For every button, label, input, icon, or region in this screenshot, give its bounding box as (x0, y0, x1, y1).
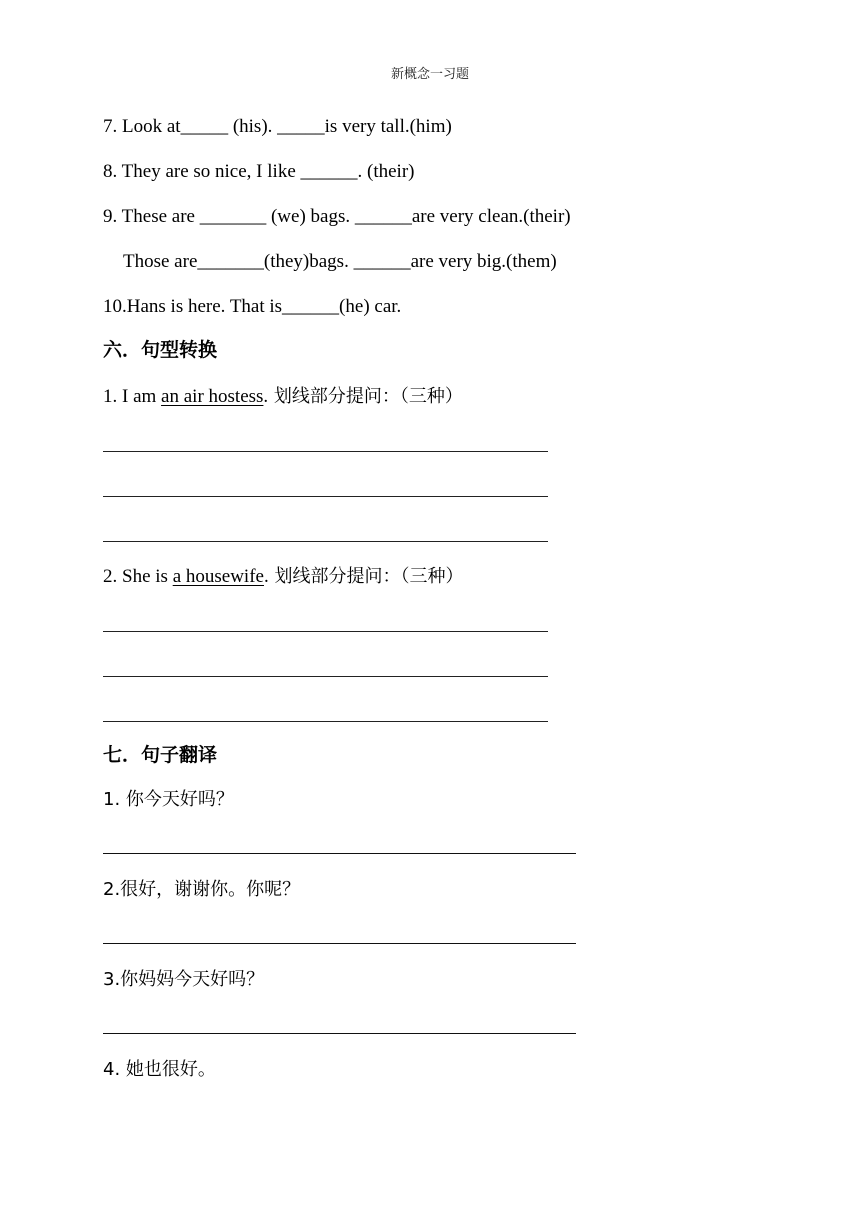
q2-prefix: 2. She is (103, 566, 173, 587)
q1-suffix: . (263, 386, 269, 407)
transform-question-2 (103, 567, 463, 586)
translation-item-2: 2.很好，谢谢你。你呢？ (103, 879, 301, 900)
question-9-line-2: Those are_______(they)bags. ______are very big.(them) (123, 251, 557, 272)
answer-line (103, 676, 548, 677)
question-7: 7. Look at_____ (his). _____is very tall.(him) (103, 116, 452, 137)
answer-line (103, 1033, 576, 1034)
q2-suffix: . (263, 566, 269, 587)
answer-line (103, 943, 576, 944)
page-header: 新概念一习题 (390, 67, 469, 82)
answer-line (103, 853, 576, 854)
translation-item-3: 3.你妈妈今天好吗？ (103, 969, 265, 990)
q1-underlined-phrase: an air hostess (161, 386, 264, 407)
translation-item-4: 4. 她也很好。 (103, 1059, 216, 1080)
answer-line (103, 451, 548, 452)
answer-line (103, 541, 548, 542)
transform-question-1 (103, 387, 463, 406)
question-10: 10.Hans is here. That is______(he) car. (103, 296, 402, 317)
answer-line (103, 721, 548, 722)
question-8: 8. They are so nice, I like ______. (their) (103, 161, 415, 182)
question-9-line-1: 9. These are _______ (we) bags. ______are very clean.(their) (103, 206, 571, 227)
section-6-heading: 六．句型转换 (103, 339, 218, 361)
q1-instruction: 划线部分提问：（三种） (268, 386, 463, 407)
answer-line (103, 631, 548, 632)
section-7-heading: 七．句子翻译 (103, 744, 218, 766)
q1-prefix: 1. I am (103, 386, 162, 407)
translation-item-1: 1. 你今天好吗？ (103, 789, 234, 810)
q2-underlined-phrase: a housewife (172, 566, 264, 587)
answer-line (103, 496, 548, 497)
q2-instruction: 划线部分提问：（三种） (268, 566, 464, 587)
